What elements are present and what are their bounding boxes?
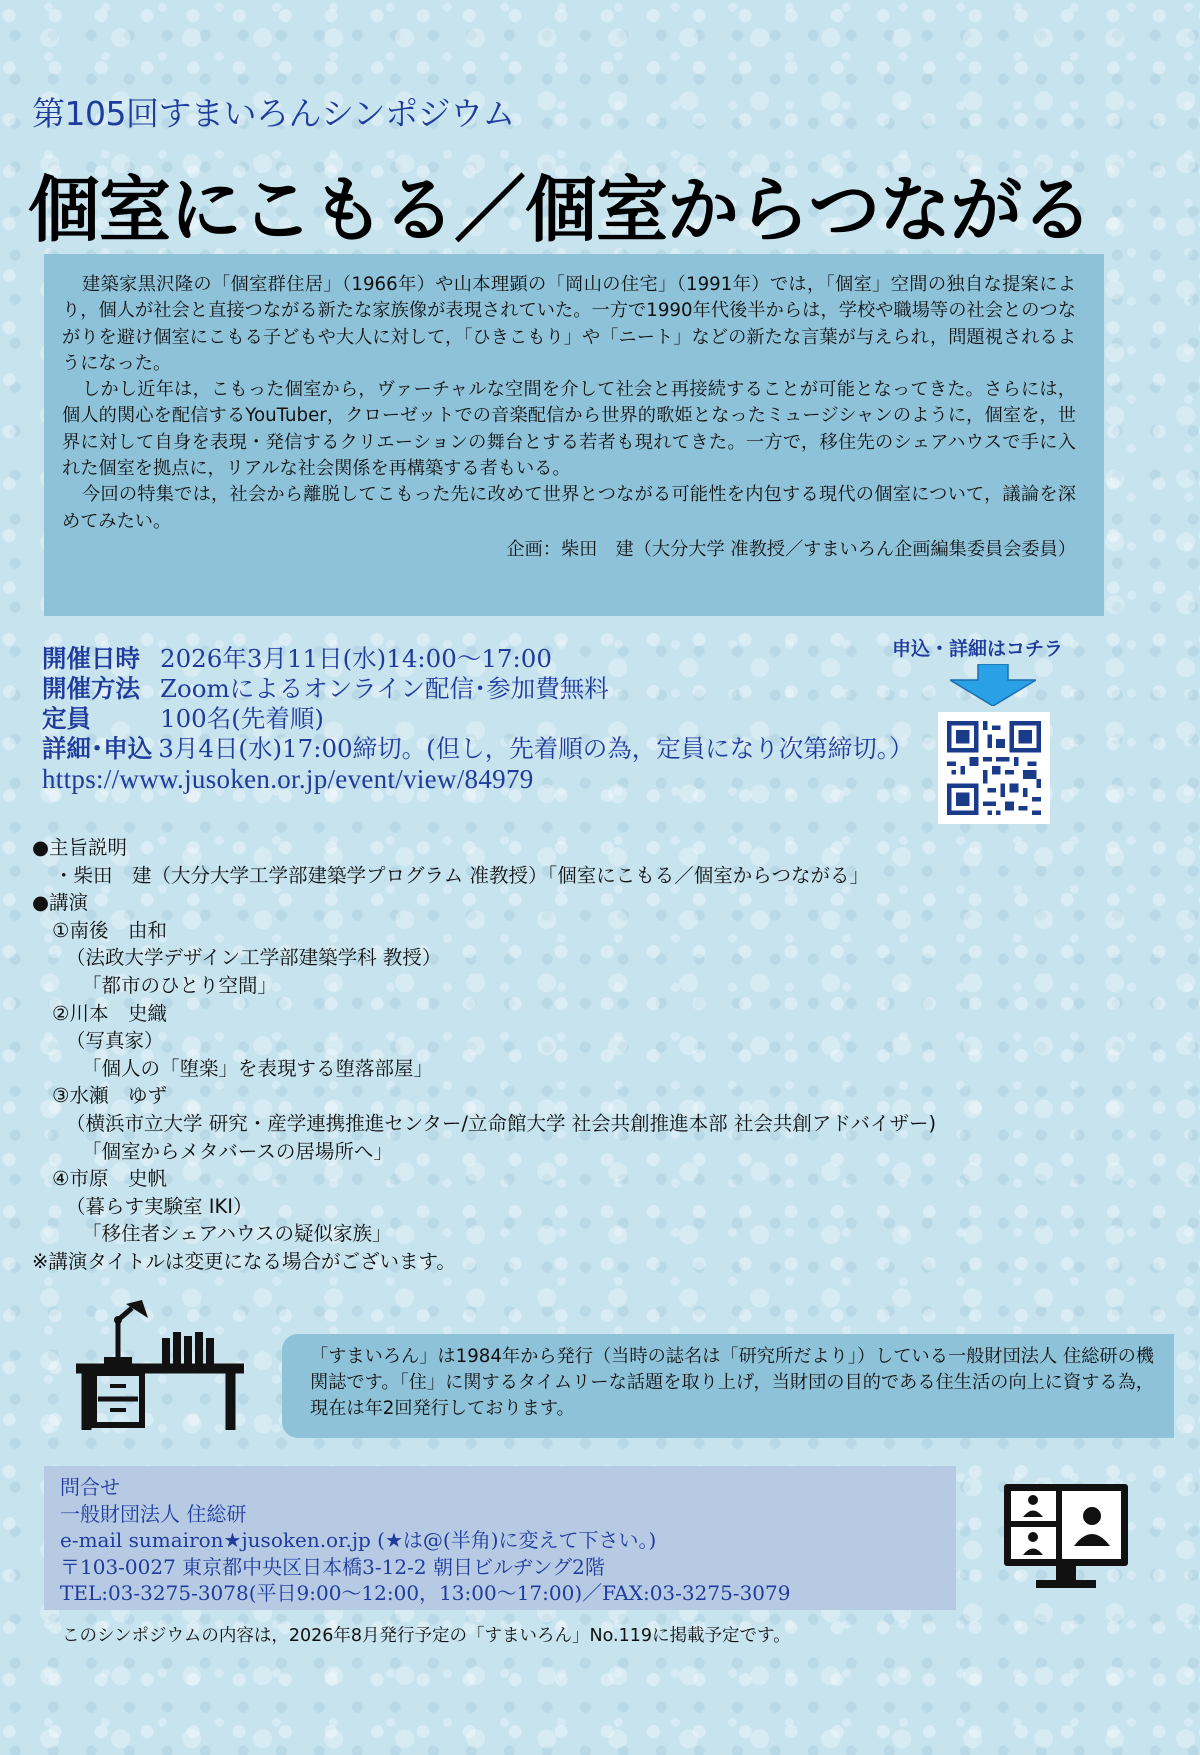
qr-code-icon <box>938 712 1050 824</box>
lecturer-affiliation: （暮らす実験室 IKI） <box>66 1194 253 1218</box>
contact-address: 〒103-0027 東京都中央区日本橋3-12-2 朝日ビルヂング2階 <box>60 1554 605 1579</box>
lecturer-name: ①南後 由和 <box>52 918 167 942</box>
contact-heading: 問合せ <box>60 1475 120 1499</box>
event-capacity-value: 100名(先着順) <box>160 704 324 733</box>
event-date-row <box>42 644 913 674</box>
event-capacity-row <box>42 704 913 734</box>
footer-note: このシンポジウムの内容は，2026年8月発行予定の「すまいろん」No.119に掲載予定です。 <box>62 1626 791 1646</box>
event-date-label: 開催日時 <box>42 644 140 673</box>
event-url-link[interactable]: https://www.jusoken.or.jp/event/view/84979 <box>42 764 534 794</box>
event-method-label: 開催方法 <box>42 674 140 703</box>
lecture-title: 「個室からメタバースの居場所へ」 <box>82 1139 393 1163</box>
event-url-row <box>42 764 913 795</box>
lecturer-name: ②川本 史織 <box>52 1001 167 1025</box>
lecturer-affiliation: （横浜市立大学 研究・産学連携推進センター/立命館大学 社会共創推進本部 社会共創アドバイザー) <box>66 1111 937 1135</box>
event-capacity-label: 定員 <box>42 704 91 733</box>
contact-org: 一般財団法人 住総研 <box>60 1501 247 1526</box>
contact-box <box>44 1466 956 1610</box>
event-apply-row <box>42 734 913 764</box>
event-method-row <box>42 674 913 704</box>
event-date-value: 2026年3月11日(水)14:00～17:00 <box>160 644 552 673</box>
event-apply-value: 3月4日(水)17:00締切。(但し，先着順の為，定員になり次第締切。） <box>158 734 914 763</box>
event-method-value: Zoomによるオンライン配信･参加費無料 <box>160 674 609 703</box>
qr-caption: 申込・詳細はコチラ <box>892 638 1064 660</box>
intro-paragraph: 建築家黒沢隆の「個室群住居」（1966年）や山本理顕の「岡山の住宅」（1991年）では，「個室」空間の独自な提案により，個人が社会と直接つながる新たな家族像が表現されていた。一方で1990年代後半からは，学校や職場等の社会とのつながりを避け個室にこもる子どもや大人に対して，「ひきこもり」や「ニート」などの新たな言葉が与えられ，問題視されるようになった。 <box>62 274 1076 374</box>
lecturer-affiliation: （写真家） <box>66 1029 164 1053</box>
intro-box <box>44 254 1104 616</box>
intro-paragraph: 今回の特集では，社会から離脱してこもった先に改めて世界とつながる可能性を内包する現代の個室について，議論を深めてみたい。 <box>62 484 1076 532</box>
event-apply-label: 詳細･申込 <box>42 734 153 763</box>
lecture-title: 「移住者シェアハウスの疑似家族」 <box>82 1222 392 1246</box>
contact-tel: TEL:03-3275-3078(平日9:00～12:00，13:00～17:00)／FAX:03-3275-3079 <box>60 1581 791 1605</box>
program-section <box>32 834 936 1276</box>
intro-talk-line: ・柴田 建（大分大学工学部建築学プログラム 准教授）「個室にこもる／個室からつながる」 <box>54 863 870 887</box>
event-info <box>42 644 913 795</box>
desk-lamp-icon <box>76 1300 244 1430</box>
lecturer-name: ④市原 史帆 <box>52 1167 167 1191</box>
about-box: 「すまいろん」は1984年から発行（当時の誌名は「研究所だより」）している一般財団法人 住総研の機関誌です。「住」に関するタイムリーな話題を取り上げ，当財団の目的である住生活の向上に資する為，現在は年2回発行しております。 <box>282 1334 1174 1438</box>
lecturer-name: ③水瀬 ゆず <box>52 1084 167 1108</box>
contact-email[interactable]: e-mail sumairon★jusoken.or.jp (★は@(半角)に変えて下さい。) <box>60 1528 657 1552</box>
lectures-heading: ●講演 <box>32 891 89 915</box>
intro-talk-heading: ●主旨説明 <box>32 836 128 859</box>
planner-credit: 企画：柴田 建（大分大学 准教授／すまいろん企画編集委員会委員） <box>506 538 1076 560</box>
lecture-title: 「都市のひとり空間」 <box>82 973 278 997</box>
program-note: ※講演タイトルは変更になる場合がございます。 <box>32 1249 456 1273</box>
qr-code[interactable] <box>938 712 1050 824</box>
intro-paragraph: しかし近年は，こもった個室から，ヴァーチャルな空間を介して社会と再接続することが可能となってきた。さらには，個人的関心を配信するYouTuber，クローゼットでの音楽配信から世界的歌姫となったミュージシャンのように，個室を，世界に対して自身を表現・発信するクリエーションの舞台とする若者も現れてきた。一方で，移住先のシェアハウスで手に入れた個室を拠点に，リアルな社会関係を再構築する者もいる。 <box>62 379 1076 480</box>
down-arrow-icon <box>950 664 1036 706</box>
lecture-title: 「個人の「堕楽」を表現する堕落部屋」 <box>82 1056 434 1080</box>
event-series-subtitle: 第105回すまいろんシンポジウム <box>32 94 515 133</box>
page-title: 個室にこもる／個室からつながる <box>28 168 1093 252</box>
lecturer-affiliation: （法政大学デザイン工学部建築学科 教授） <box>66 946 442 970</box>
video-conference-icon <box>1004 1484 1128 1590</box>
